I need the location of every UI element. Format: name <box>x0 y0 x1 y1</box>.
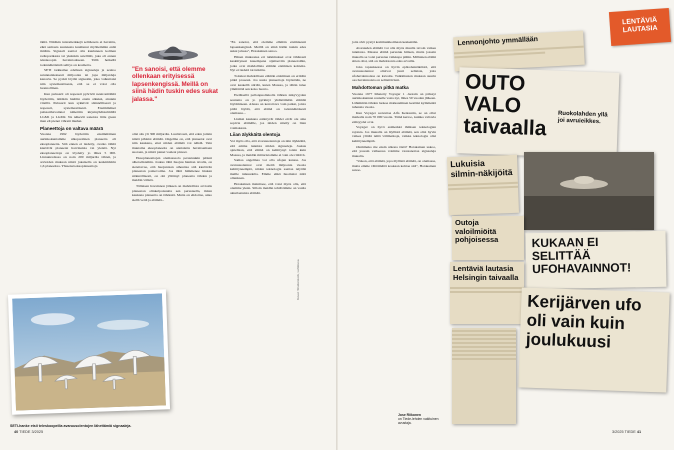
column-3 <box>230 40 306 197</box>
paragraph: Voi myös olla, että avaruusolentoja on niin älykkäitä, että emme tunnista niiden signaaleja. Joskus ajatellaan, että elämä on kehittynyt toisin kuin Maassa, ja meidän mittaristomme ei vain ole riittävä. <box>230 138 306 157</box>
issue: 3/2025 <box>612 430 624 434</box>
author-name: Jose Riikonen <box>398 413 421 417</box>
photo-credit: Kuvat: Shutterstock, Lehtikuva <box>296 259 300 300</box>
paragraph: Olemmeko me ensin ulkona tästä? Hotakainen uskoo, että jossain vaiheessa voimme vastaanottaa signaaleja muualta. <box>352 144 436 158</box>
newspaper-clippings <box>448 28 670 430</box>
column-2 <box>132 132 212 203</box>
paragraph: Hotakainen mainitsee, että voisi myös olla, että olemme yksin. Silloin meidän tehtävämme on vaalia ainutlaatuista elämää. <box>230 181 306 195</box>
paragraph: SETI tarkkailee edelleen signaaleja ja seuloo satunnaiskaisesti miljoonia tai jopa miljardeja kanavia. Se pyrkii löytää signaalin, joka valkuttaisi niin systemaattisesta, että se ei voisi olla luonnollinen. <box>40 68 116 91</box>
column-1 <box>40 40 116 170</box>
ufo-icon <box>146 40 200 64</box>
magazine-name: TIEDE <box>19 430 31 434</box>
tag-line-1: LENTÄVIÄ <box>621 16 658 27</box>
paragraph: Voyager on hyvä esimerkki ihmisen teknologian rajoista. Jos muualla on älyllistä elämää, sen olisi hyvin vaikea ylittää näitä välimatkoja, vaikka teknologia olisi kehittyneempää. <box>352 125 436 143</box>
column-4 <box>352 40 436 174</box>
paragraph: Joka tapauksessa on hyvin epätodennäköistä, että avaruusolennot olisivat juuri sellaisia, joita ufohavainnoissa on kuvattu. Tutkimusten mukaan suurin osa havainnoista on selitettävissä. <box>352 64 436 83</box>
clipping-headline: Kerijärven ufo oli vain kuin joulukuusi <box>525 291 642 352</box>
folio-left <box>14 430 43 434</box>
paragraph: joita sivit pystyi kommunikoimaan keskenään. <box>352 40 419 44</box>
paragraph: Tällaisen havainnon jälkeen on mahdollista arvioida planeetan olinkelpoisuutta sen perusteella, miten kaukana planeetta on tähdestä. Mutta on ehdottaa, onko siellä vettä ja elämää... <box>132 184 212 202</box>
clipping-7 <box>518 287 669 392</box>
subheading-long-journey: Mahdottoman pitkä matka <box>352 84 409 90</box>
page-gutter <box>336 0 338 450</box>
clipping-6 <box>526 231 667 289</box>
paragraph: Vuonna 1977 lähetetty Voyager 1 -luotain on päässyt aurinkokunnan reunalle vasta nyt, lähes 50 vuoden jälkeen. Lähimmän tähden luokse matkaaminen kestäisi kymmeniä tuhansia vuosia. <box>352 91 437 110</box>
photo-caption: SETI-hanke etsii teleskoopeilla avaruusolentojen lähettämiä signaaleja. <box>10 424 132 428</box>
paragraph: "Uskon, että elämää, jopa älyllistä elämää, on olemassa, mutta emme välttämättä koskaan kohtaa sitä", Hotakainen sanoo. <box>352 159 436 173</box>
clipping-5 <box>450 262 524 324</box>
clipping-text <box>452 328 516 424</box>
paragraph: olisi siis yli 300 miljardia. Luultavasti, että eden joilain niistä pihlaisi elämää. Ongelma on, että planeetat ovat niin kaukana, ettei niiden elämää voi nähdä. Vain muutama eksoplaneetta on onnistuttu havaitsemaan suoraan, ja niistä pienet vaaleat pisteet. <box>132 132 212 155</box>
subheading-planets: Planeettoja on valtava määrä <box>40 125 104 131</box>
clipping-headline: Lennonjohto ymmällään <box>457 35 539 48</box>
paragraph: Kun Voyager saavuttaa Alfa Kentaurin, se on ollut matkalla noin 70 000 vuotta. Tämä kertoo, kuinka valtavia etäisyydet ovat. <box>352 110 436 124</box>
paragraph: Hänen mukaansa eri tutkimukset ovat tähänasti keskittyneet kauempana sijaitseviin planeetoihin, jotka ovat mahdollisia elämän etsimisen kohteita. Nyt ei tiedetä tai tutkittu. <box>230 54 306 73</box>
folio-right <box>612 430 641 434</box>
clipping-subhead: Ruokolahden yllä joi avruieikkes. <box>557 110 608 126</box>
clipping-headline: Lukuisia silmin-näkijöitä <box>450 157 513 179</box>
page-number: 40 <box>14 430 19 434</box>
subheading-intelligent: Liian älykkäitä olentoja <box>230 132 281 138</box>
paragraph: Eksoplaneettojen olemassaolo perustuukin päässä alhetodisteihin. Joskus tähti huojuu hieman tavalla, on sietettavaa, että huojuntaan aiheuttaa sitä kiertävän planeetan painovoima. Jos tähti himmenee hiukan säännöllisesti, on ohi ylittänyt planeetta tähden ja meidän välistä. <box>132 155 212 183</box>
telescope-photo <box>8 289 170 414</box>
author-role: on Tiede-lehden vakituinen avustaja. <box>398 417 439 426</box>
ufo-photo <box>524 152 654 230</box>
clipping-photo <box>524 152 654 230</box>
author-signature <box>398 413 446 426</box>
paragraph: "En sanoisi, että olemme elämän etsimisessä lapsenkengissä. Meillä on siinä hädin tuskin edes sukat jalassa", Hotakainen sanoo. <box>230 40 306 54</box>
paragraph: Samaa ongelmaa voi olla ufojen kanssa. Jos avaruusolennot ovat meitä miljoonia vuosia kehittyneempiä, niiden teknologia saattaa näyttää meille taikuudelta. Emme ehkä huomaisi niitä ollenkaan. <box>230 158 306 181</box>
tag-line-2: LAUTASIA <box>622 24 658 35</box>
magazine-name: TIEDE <box>624 430 636 434</box>
section-tag <box>609 8 671 46</box>
clipping-4 <box>452 216 524 260</box>
clipping-headline: Lentäviä lautasia Helsingin taivaalla <box>453 264 519 282</box>
paragraph: tämä. Niitäkin tuntomerkkejä selitäeseta ei havaittu, eikä samasta suunnasta kuultunut myöhemmin enää mitään. Signaali saattoi olla kuuluneen kolmen radioparikasta tai yksinkin satelliitti, joka oli ennen teleskoopin havaintoalueen. Tällä hetkellä todennäköisintä selitys on kosmetta. <box>40 40 116 67</box>
page-number: 41 <box>636 430 642 434</box>
clipping-headline: OUTO VALO taivaalla <box>463 70 547 141</box>
paragraph: Vuonna 1992 löydettiin ensimmäinen aurinkokuntamme ulkopuolinen planeetta eli eksoplaneetta. Sitä ennen ei tiedetty, ovatko tähtiä kiertävät planeetat harvinaisia vai yleisiä. Nyt eksoplaneettoja on löydetty jo lähes 5 000. Linnunradassa on noin 200 miljardia tähteä, ja arvioiden mukaan niistä jokaisella on keskimäärin 1,6 planeettaa. Yhteensä eksoplaneettoja <box>40 132 116 169</box>
issue: 3/2025 <box>31 430 44 434</box>
clipping-1 <box>453 31 585 72</box>
clipping-headline: Outoja valoilmiöitä pohjoisessa <box>455 218 499 244</box>
paragraph: Eteläisellä pallonpuoliskolla tähtien näkyvyyden seuranta on jo pyrkinyt yhdistämään elämää löytämiseen. Alussa on kerrottava vain paikat, joista pitää löytää, että elämä on todennäköisesti olemassa... <box>230 93 306 116</box>
paragraph: Avaruuden elämää voi olla myös muulla tavoin vaikea tunnistaa. Maassa elämä perustuu hiileen, mutta jossain muualla se voisi perustua vaikkapa piihin. Millainen elämä sitten olisi, sitä on mahdotonta edes arvailla. <box>352 45 436 64</box>
paragraph: Tottakai mahdollisen elämän etsiminen on erittäin pitkä prosessi. Jos uusia planeettoja löydetään, ne ovat keskellä siirtää, kuten Maassa, ja tähän tulee ymmärtää sen koko luonto. <box>230 73 306 92</box>
paragraph: Lisäksi kaukana esiintyvät tähdet eivät ole aina sopivia elämälle, jos niiden säteily on liian voimakasta. <box>230 116 306 130</box>
paragraph: Kun pulssarit oli nopeasti pyörivät neutronitähtiä löydettiin, niitäkin luultiin ensin alkuksi, ainakin vitsillä. Pulssarit kun sykkivät säännöllisesti ja nopeasti, systemaattisesti. Ensimmäiset pulssarihavainnot nimettiin kirjainyhdistelmällä LGM1 ja LGM2. Ne näkevät sanoista little green men eli pienet vihreät miehet. <box>40 92 116 124</box>
clipping-3 <box>447 155 519 215</box>
clipping-headline: KUKAAN EI SELITTÄÄ UFOHAVAINNOT! <box>531 234 632 277</box>
clipping-2 <box>457 67 620 159</box>
telescope-image <box>12 293 166 410</box>
pull-quote: "En sanoisi, että olemme ollenkaan erityisessä lapsenkengissä. Meillä on siinä hädin tuskin edes sukat jalassa." <box>132 66 218 103</box>
